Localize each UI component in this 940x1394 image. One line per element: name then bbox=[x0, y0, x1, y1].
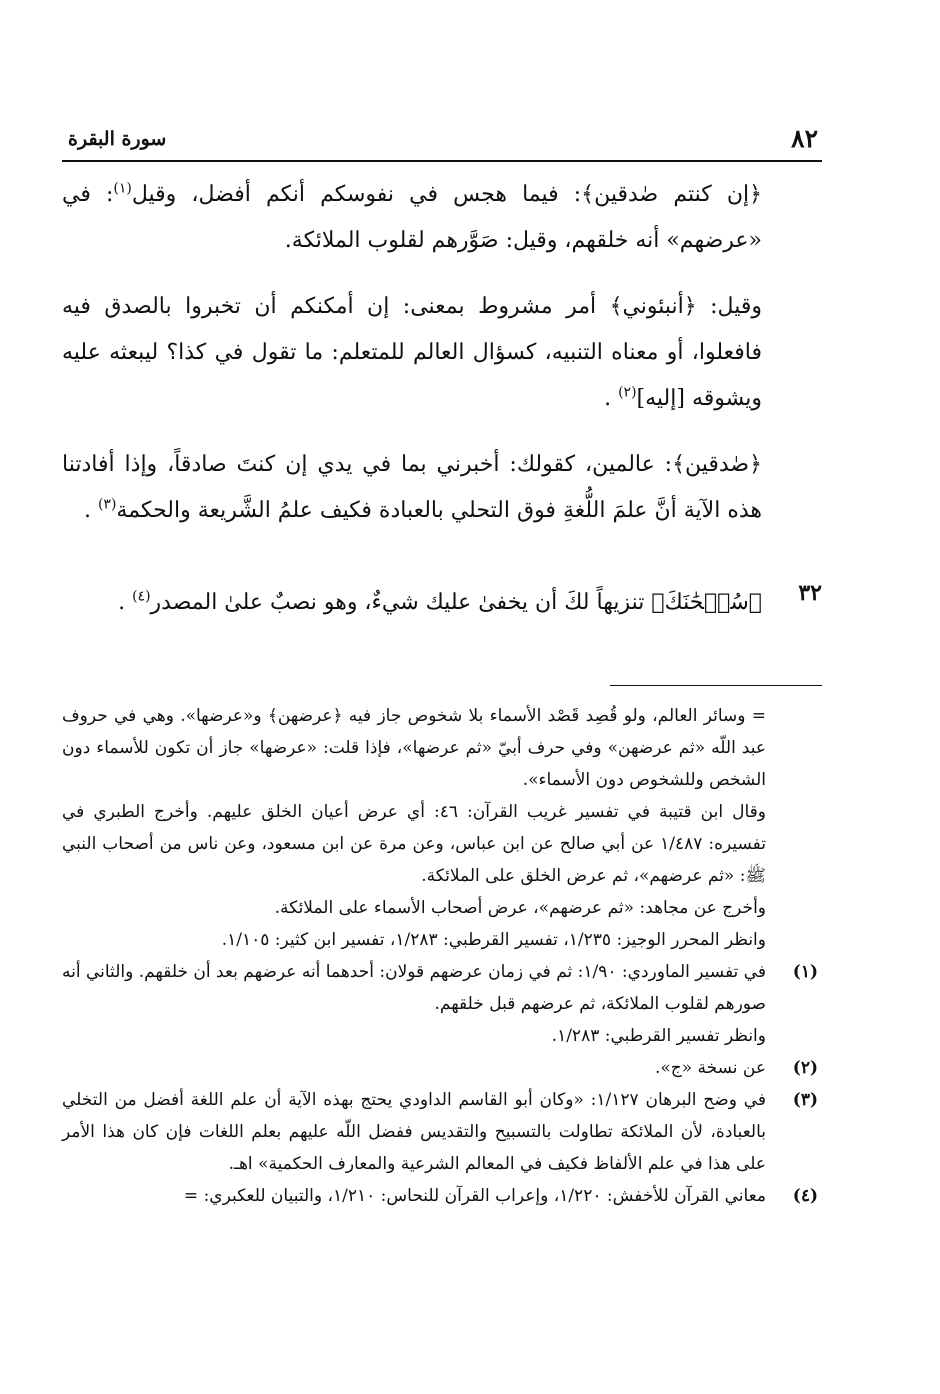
paragraph bbox=[62, 284, 762, 422]
paragraph-text: وقيل: ﴿أنبئوني﴾ أمر مشروط بمعنى: إن أمكنكم أن تخبروا بالصدق فيه فافعلوا، أو معناه التنبيه، كسؤال العالم للمتعلم: ما تقول في كذا؟ ليبعثه عليه ويشوقه [إليه] bbox=[62, 294, 762, 411]
page-header bbox=[62, 122, 822, 162]
paragraph bbox=[62, 172, 762, 264]
footnote-ref: (٣) bbox=[97, 496, 117, 513]
footnote-item bbox=[62, 1052, 822, 1084]
main-text bbox=[62, 172, 762, 554]
footnote-ref: (٢) bbox=[618, 384, 637, 401]
footnote-line: في تفسير الماوردي: ١/٩٠: ثم في زمان عرضهم قولان: أحدهما أنه عرضهم بعد أن خلقهم. والثاني أنه صورهم لقلوب الملائكة، ثم عرضهم قبل خلقهم. bbox=[62, 962, 766, 1014]
footnote-line: عن نسخة «ج». bbox=[654, 1058, 766, 1078]
footnote-item bbox=[62, 1180, 822, 1212]
footnotes bbox=[62, 700, 822, 1212]
paragraph-text: ﴿سُبۡحَٰنَكَ﴾ تنزيهاً لكَ أن يخفىٰ عليك شيءٌ، وهو نصبٌ علىٰ المصدر bbox=[150, 590, 762, 615]
footnote-ref: (٤) bbox=[132, 588, 151, 605]
page-number: ٨٢ bbox=[791, 124, 818, 153]
paragraph-text: : في «عرضهم» أنه خلقهم، وقيل: صَوَّرهم لقلوب الملائكة. bbox=[62, 182, 762, 253]
footnote-line: معاني القرآن للأخفش: ١/٢٢٠، وإعراب القرآن للنحاس: ١/٢١٠، والتبيان للعكبري: = bbox=[183, 1186, 766, 1206]
verse-text bbox=[62, 580, 762, 626]
verse-block bbox=[62, 580, 822, 646]
surah-name: سورة البقرة bbox=[68, 128, 167, 150]
paragraph-text: ﴿إن كنتم صٰدقين﴾: فيما هجس في نفوسكم أنكم أفضل، وقيل bbox=[131, 182, 762, 207]
footnote-mark: (٣) bbox=[792, 1090, 818, 1110]
footnote-item bbox=[62, 956, 822, 1052]
verse-number: ٣٢ bbox=[798, 580, 822, 606]
footnote-item bbox=[62, 1084, 822, 1180]
footnote-separator bbox=[610, 685, 822, 686]
footnote-mark: (٤) bbox=[792, 1186, 818, 1206]
footnote-continuation: = وسائر العالم، ولو قُصِد قَصْد الأسماء بلا شخوص جاز فيه ﴿عرضهن﴾ و«عرضها». وهي في حروف عبد اللّه «ثم عرضهن» وفي حرف أبيّ «ثم عرضها»، فإذا قلت: «عرضها» جاز أن تكون للأسماء دون الشخص وللشخوص دون الأسماء». bbox=[62, 706, 766, 790]
paragraph-text: . bbox=[83, 498, 98, 523]
footnote-line: وانظر تفسير القرطبي: ١/٢٨٣. bbox=[551, 1026, 766, 1046]
paragraph-text: ﴿صٰدقين﴾: عالمين، كقولك: أخبرني بما في يدي إن كنتَ صادقاً، وإذا أفادتنا هذه الآية أنَّ علمَ اللُّغةِ فوق التحلي بالعبادة فكيف علمُ الشَّريعة والحكمة bbox=[62, 452, 762, 523]
footnote-continuation: وقال ابن قتيبة في تفسير غريب القرآن: ٤٦: أي عرض أعيان الخلق عليهم. وأخرج الطبري في تفسيره: ١/٤٨٧ عن أبي صالح عن ابن عباس، وعن مرة عن ابن مسعود، وعن ناس من أصحاب النبي ﷺ: «ثم عرضهم»، ثم عرض الخلق على الملائكة. bbox=[62, 802, 766, 886]
footnote-ref: (١) bbox=[113, 180, 132, 197]
footnote-continuation: وأخرج عن مجاهد: «ثم عرضهم»، عرض أصحاب الأسماء على الملائكة. bbox=[274, 898, 766, 918]
footnote-mark: (١) bbox=[792, 962, 818, 982]
paragraph bbox=[62, 442, 762, 534]
paragraph-text: . bbox=[604, 386, 619, 411]
footnote-continuation: وانظر المحرر الوجيز: ١/٢٣٥، تفسير القرطبي: ١/٢٨٣، تفسير ابن كثير: ١/١٠٥. bbox=[221, 930, 766, 950]
footnote-mark: (٢) bbox=[792, 1058, 818, 1078]
paragraph-text: . bbox=[118, 590, 133, 615]
footnote-line: في وضح البرهان ١/١٢٧: «وكان أبو القاسم الداودي يحتج بهذه الآية أن علم اللغة أفضل من التخلي بالعبادة، لأن الملائكة تطاولت بالتسبيح والتقديس ففضل اللّه عليهم بعلم اللغات فإن كان هذا الأمر على هذا في علم الألفاظ فكيف في المعالم الشرعية والمعارف الحكمية» اهـ. bbox=[62, 1090, 766, 1174]
